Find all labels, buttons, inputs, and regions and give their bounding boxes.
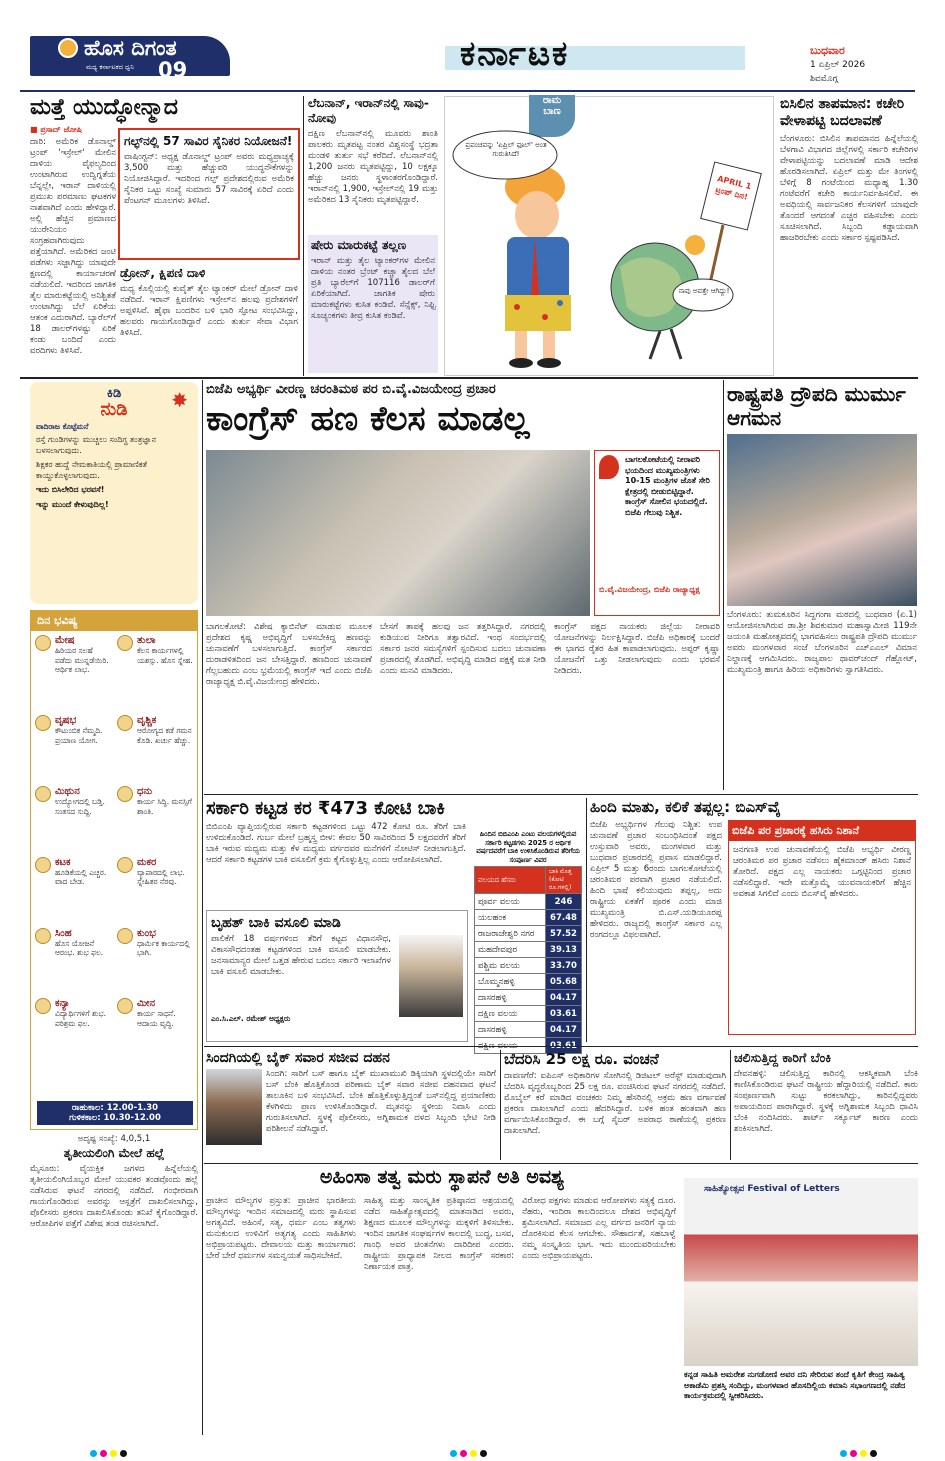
cartoon-drawing — [445, 97, 775, 377]
zodiac-content — [55, 786, 111, 816]
nudi-title: ನುಡಿ — [100, 399, 128, 420]
zodiac-content — [55, 715, 111, 745]
col-header: ಬಾಕಿ ಮೊತ್ತ (ಕೋಟಿ ರೂ.ಗಳಲ್ಲಿ) — [546, 867, 582, 894]
zodiac-name: ಧನು — [137, 786, 153, 797]
badge-line1: ರಾಮ — [542, 95, 562, 106]
zodiac-text: ಆರೋಗ್ಯದ ಕಡೆ ಗಮನ ಕೊಡಿ. ಖರ್ಚು ಹೆಚ್ಚು. — [137, 726, 192, 745]
cartoon — [444, 96, 774, 376]
divider — [730, 1050, 731, 1160]
kidi-nudi — [30, 382, 198, 604]
bjp-box-body: ಜನಗಣತಿ ಉಪ ಚುನಾವಣೆಯಲ್ಲಿ ಬಿಜೆಪಿ ಅಭ್ಯರ್ಥಿ ವೀರಣ್ಣ ಚರಂತಿಮಠ ಪರ ಪ್ರಚಾರ ನಡೆಸಲು ಹೈಕಮಾಂಡ್ ಹಸಿರು ನಿಶಾನೆ ತೋರಿದೆ. ಪಕ್ಷದ ಎಲ್ಲ ನಾಯಕರು ಒಗ್ಗಟ್ಟಿನಿಂದ ಪ್ರಚಾರ ನಡೆಸಲಿದ್ದಾರೆ. ಇದೇ ಮತ್ತೊಮ್ಮೆ ಯುವನಾಯಕರಿಗೆ ಹೆಚ್ಚಿನ ಅವಕಾಶ ಸಿಗಲಿದೆ ಎಂದು ಬಿಎಸ್‌ವೈ ಹೇಳಿದರು. — [733, 845, 911, 899]
zone-cell: ಮಹದೇವಪುರ — [475, 942, 546, 958]
badge-line2: ಬಾಣ — [543, 106, 561, 117]
headline: ಮತ್ತೆ ಯುದ್ಧೋನ್ಮಾದ — [30, 95, 178, 120]
rahu-box — [37, 1101, 193, 1125]
award-caption: ಕನ್ನಡ ಸಾಹಿತಿ ಅಮರೇಶ ನುಗಡೋಣಿ ಅವರ ದನಿ ಸೇರಿರುವ ತಂದೆ ಕೃತಿಗೆ ಕೇಂದ್ರ ಸಾಹಿತ್ಯ ಅಕಾಡೆಮಿ ಪ್ರಶಸ್ತಿ ಸಂದಿದ್ದು, ಮಂಗಳವಾರ ಹೊಸದಿಲ್ಲಿಯ ಕಮಾನಿ ಸಭಾಂಗಣದಲ್ಲಿ ನಡೆದ ಕಾರ್ಯಕ್ರಮದಲ್ಲಿ ಸ್ವೀಕರಿಸಿದರು. — [684, 1370, 906, 1400]
lebanon-story — [308, 96, 438, 376]
zone-cell: ಯಲಹಂಕ — [475, 910, 546, 926]
kidi-line: ಇದು ಬಿಸಿಲೇರಿದ ಭರವಸೆ! — [36, 485, 105, 494]
fraud-headline: ಬೆದರಿಸಿ 25 ಲಕ್ಷ ರೂ. ವಂಚನೆ — [504, 1050, 659, 1068]
rahu-kala: ರಾಹುಕಾಲ: 12.00-1.30 — [71, 1103, 159, 1113]
president-photo — [727, 434, 917, 606]
masthead-rule — [20, 90, 915, 92]
quote-box — [594, 450, 720, 616]
victim-photo — [206, 1069, 262, 1145]
lead-body-3: ಕಾಂಗ್ರೆಸ್ ಪಕ್ಷದ ನಾಯಕರು ಜಿಲ್ಲೆಯ ನೀರಾವರಿ ಯೋಜನೆಗಳನ್ನು ನಿರ್ಲಕ್ಷಿಸಿದ್ದಾರೆ. ಬಿಜೆಪಿ ಅಧಿಕಾರಕ್ಕೆ ಬಂದರೆ ಈ ಭಾಗದ ರೈತರ ಹಿತ ಕಾಪಾಡಲಾಗುವುದು. ಅಪ್ಪರ್ ಕೃಷ್ಣಾ ಯೋಜನೆಗೆ ಒತ್ತು ನೀಡಲಾಗುವುದು ಎಂದು ಭರವಸೆ ನೀಡಿದರು. — [554, 622, 720, 676]
section-title: ಕರ್ನಾಟಕ — [460, 34, 570, 74]
amount-cell: 03.61 — [546, 1006, 582, 1022]
zodiac-sign — [117, 998, 193, 1063]
table-row — [475, 974, 582, 990]
divider — [20, 377, 918, 379]
bike-story — [206, 1050, 496, 1160]
april-sign: APRIL 1 ಟ್ರಂಪ್ ದಿನ! — [714, 174, 753, 202]
zodiac-text: ವಿದ್ಯಾರ್ಥಿಗಳಿಗೆ ಶುಭ. ಪರಿಶ್ರಮ ಫಲ. — [55, 1009, 106, 1028]
assault-headline: ತೃತೀಯಲಿಂಗಿ ಮೇಲೆ ಹಲ್ಲೆ — [63, 1146, 165, 1160]
zodiac-sign — [117, 928, 193, 993]
spark-icon: ✸ — [171, 388, 188, 412]
zodiac-content — [55, 857, 111, 887]
heat-body: ಬೆಂಗಳೂರು: ಬಿಸಿಲಿನ ತಾಪಮಾನದ ಹಿನ್ನೆಲೆಯಲ್ಲಿ ಬೆಳಗಾವಿ ವಿಭಾಗದ ಜಿಲ್ಲೆಗಳಲ್ಲಿ ಸರ್ಕಾರಿ ಕಚೇರಿಗಳ ವೇಳಾಪಟ್ಟಿಯನ್ನು ಬದಲಾವಣೆ ಮಾಡಿ ಆದೇಶ ಹೊರಡಿಸಲಾಗಿದೆ. ಏಪ್ರಿಲ್ ಮತ್ತು ಮೇ ತಿಂಗಳಲ್ಲಿ ಬೆಳಿಗ್ಗೆ 8 ಗಂಟೆಯಿಂದ ಮಧ್ಯಾಹ್ನ 1.30 ಗಂಟೆವರೆಗೆ ಕಚೇರಿ ಕಾರ್ಯನಿರ್ವಹಿಸಲಿವೆ. ಈ ಅವಧಿಯಲ್ಲಿ ಸಾರ್ವಜನಿಕರ ಕೆಲಸಗಳಿಗೆ ಯಾವುದೇ ತೊಂದರೆ ಆಗದಂತೆ ಎಚ್ಚರ ವಹಿಸಬೇಕು ಎಂದು ಸೂಚಿಸಲಾಗಿದೆ. ಸಿಬ್ಬಂದಿ ಕಡ್ಡಾಯವಾಗಿ ಹಾಜರಿರಬೇಕು ಎಂದು ಸರ್ಕಾರ ಸ್ಪಷ್ಟಪಡಿಸಿದೆ. — [780, 134, 918, 243]
zodiac-name: ಸಿಂಹ — [55, 927, 72, 939]
zodiac-text: ಉದ್ಯೋಗದಲ್ಲಿ ಬಡ್ತಿ. ಸಂತಸದ ಸುದ್ದಿ. — [55, 797, 105, 816]
horoscope-header: ದಿನ ಭವಿಷ್ಯ — [31, 611, 197, 631]
zodiac-sign — [35, 635, 111, 709]
award-photo-block — [684, 1178, 918, 1438]
fraud-body: ದಾವಣಗೆರೆ: ಐಪಿಎಸ್ ಅಧಿಕಾರಿಗಳ ಸೋಗಿನಲ್ಲಿ ಡಿಜಿಟಲ್ ಅರೆಸ್ಟ್ ಮಾಡುವುದಾಗಿ ಬೆದರಿಸಿ ವೃದ್ಧರೊಬ್ಬರಿಂದ 25 ಲಕ್ಷ ರೂ. ವಂಚಿಸಿರುವ ಘಟನೆ ನಗರದಲ್ಲಿ ನಡೆದಿದೆ. ಮೊಬೈಲ್ ಕರೆ ಮಾಡಿದ ವಂಚಕರು ನಿಮ್ಮ ಹೆಸರಿನಲ್ಲಿ ಅಕ್ರಮ ಹಣ ವರ್ಗಾವಣೆ ಪ್ರಕರಣ ದಾಖಲಾಗಿದೆ ಎಂದು ಹೆದರಿಸಿದ್ದಾರೆ. ಬಳಿಕ ಹಂತ ಹಂತವಾಗಿ ಹಣ ವರ್ಗಾಯಿಸಿಕೊಂಡಿದ್ದಾರೆ. ಈ ಬಗ್ಗೆ ಸೈಬರ್ ಅಪರಾಧ ಠಾಣೆಯಲ್ಲಿ ಪ್ರಕರಣ ದಾಖಲಾಗಿದೆ. — [504, 1071, 726, 1136]
kidi-line: ಶಿಕ್ಷಕರ ಹುದ್ದೆ ನೇಮಕಾತಿಯಲ್ಲಿ ಪ್ರಾಮಾಣಿಕತೆ ಕಾಯ್ದುಕೊಳ್ಳಲಾಗುವುದು. — [36, 460, 148, 480]
zone-cell: ಪೂರ್ವ ವಲಯ — [475, 894, 546, 910]
zone-cell: ಪಶ್ಚಿಮ ವಲಯ — [475, 958, 546, 974]
zodiac-icon — [117, 857, 133, 873]
president-body: ಬೆಂಗಳೂರು: ತುಮಕೂರಿನ ಸಿದ್ದಗಂಗಾ ಮಠದಲ್ಲಿ ಬುಧವಾರ (ಏ.1) ಆಯೋಜಿಸಲಾಗಿರುವ ಡಾ.ಶ್ರೀ ಶಿವಕುಮಾರ ಮಹಾಸ್ವಾಮೀಜಿ 119ನೇ ಜಯಂತಿ ಮಹೋತ್ಸವದಲ್ಲಿ ಭಾಗವಹಿಸಲು ರಾಷ್ಟ್ರಪತಿ ದ್ರೌಪದಿ ಮುರ್ಮು ಅವರು ಮಂಗಳವಾರ ಸಂಜೆ ಬೆಂಗಳೂರಿನ ಎಚ್‌ಎಎಲ್ ವಿಮಾನ ನಿಲ್ದಾಣಕ್ಕೆ ಆಗಮಿಸಿದರು. ರಾಜ್ಯಪಾಲ ಥಾವರ್‌ಚಂದ್ ಗೆಹ್ಲೋಟ್, ಮುಖ್ಯಮಂತ್ರಿ ಹಾಗೂ ಹಿರಿಯ ಅಧಿಕಾರಿಗಳು ಸ್ವಾಗತಿಸಿದರು. — [727, 610, 917, 675]
zodiac-sign — [35, 715, 111, 780]
color-dots — [840, 1442, 900, 1452]
byline-text: ಪ್ರಸಾದ್ ಜೋಷಿ — [40, 125, 82, 134]
zodiac-text: ಧಾರ್ಮಿಕ ಕಾರ್ಯದಲ್ಲಿ ಭಾಗಿ. — [137, 938, 190, 957]
hindi-body: ಬಿಜೆಪಿ ಅಭ್ಯರ್ಥಿಗಳ ಗೆಲುವು ನಿಶ್ಚಿತ: ಉಪ ಚುನಾವಣೆ ಪ್ರಚಾರ ಸಂಬಂಧಿಸಿದಂತೆ ಪಕ್ಷದ ಉಸ್ತುವಾರಿ ಅವರು, ಮಂಗಳವಾರ ಮತ್ತು ಬುಧವಾರ ಪ್ರಚಾರದಲ್ಲಿ ಪ್ರವಾಸ ಮಾಡಲಿದ್ದಾರೆ. ಏಪ್ರಿಲ್ 5 ಮತ್ತು 6ರಂದು ಬಾಗಲಕೋಟೆಯಲ್ಲಿ ಚರಂತಿಮಠ ಪರವಾಗಿ ಪ್ರಚಾರ ನಡೆಯಲಿದೆ. ಹಿಂದಿ ಭಾಷೆ ಕಲಿಯುವುದು ತಪ್ಪಲ್ಲ, ಅದು ರಾಷ್ಟ್ರೀಯ ಏಕತೆಗೆ ಪೂರಕ ಎಂದು ಮಾಜಿ ಮುಖ್ಯಮಂತ್ರಿ ಬಿ.ಎಸ್.ಯಡಿಯೂರಪ್ಪ ಹೇಳಿದರು. ರಾಜ್ಯದಲ್ಲಿ ಕಾಂಗ್ರೆಸ್ ಸರ್ಕಾರ ಎಲ್ಲ ರಂಗದಲ್ಲೂ ವಿಫಲವಾಗಿದೆ. — [590, 820, 722, 940]
zodiac-content — [55, 998, 111, 1028]
table-title: ಹಿಂದಿನ ಬಿಬಿಎಂಪಿ ಎಂಟು ವಲಯಗಳಲ್ಲಿರುವ ಸರ್ಕಾರಿ ಕಟ್ಟಡಗಳು 2025 ರ ಆರ್ಥಿಕ ವರ್ಷದವರೆಗೆ ಬಾಕಿ ಉಳಿಸಿಕೊಂಡಿರುವ ತೆರಿಗೆಯ ಸಂಪೂರ್ಣ ವಿವರ — [476, 830, 580, 864]
kidi-title: ಕಿಡಿ — [106, 386, 122, 401]
fraud-story — [504, 1050, 726, 1160]
president-story — [727, 382, 917, 792]
horoscope — [30, 610, 198, 1130]
dues-table — [474, 866, 582, 1054]
divider — [204, 1046, 918, 1047]
byline: ■ ಪ್ರಸಾದ್ ಜೋಷಿ — [30, 125, 82, 134]
zodiac-icon — [35, 928, 51, 944]
city: ಶಿವಮೊಗ್ಗ — [810, 74, 838, 84]
drone-headline: ಡ್ರೋನ್, ಕ್ಷಿಪಣಿ ದಾಳಿ — [120, 266, 206, 280]
assault-body: ಮೈಸೂರು: ವೈಯಕ್ತಿಕ ಜಗಳದ ಹಿನ್ನೆಲೆಯಲ್ಲಿ ತೃತೀಯಲಿಂಗಿಯೊಬ್ಬರ ಮೇಲೆ ಯುವಕರ ತಂಡವೊಂದು ಹಲ್ಲೆ ನಡೆಸಿರುವ ಘಟನೆ ನಗರದಲ್ಲಿ ನಡೆದಿದೆ. ಗಂಭೀರವಾಗಿ ಗಾಯಗೊಂಡಿರುವ ಅವರನ್ನು ಆಸ್ಪತ್ರೆಗೆ ದಾಖಲಿಸಲಾಗಿದ್ದು, ಪೊಲೀಸರು ಪ್ರಕರಣ ದಾಖಲಿಸಿಕೊಂಡು ತನಿಖೆ ಕೈಗೊಂಡಿದ್ದಾರೆ. ಆರೋಪಿಗಳ ಪತ್ತೆಗೆ ವಿಶೇಷ ತಂಡ ರಚಿಸಲಾಗಿದೆ. — [30, 1164, 198, 1229]
divider — [204, 794, 918, 795]
zone-cell: ರಾಜರಾಜೇಶ್ವರಿ ನಗರ — [475, 926, 546, 942]
col-header: ವಲಯದ ಹೆಸರು — [475, 867, 546, 894]
quote-mark-icon — [599, 455, 619, 479]
zodiac-name: ಮಕರ — [137, 856, 157, 868]
zodiac-text: ಕಾರ್ಯ ಸಾಧನೆ. ಆದಾಯ ವೃದ್ಧಿ. — [137, 1009, 176, 1028]
kidi-byline: ವಾದಿರಾಜ ಕೊಟ್ಟೆಮನೆ — [36, 422, 89, 431]
drone-body: ಮಧ್ಯ ಕೊಲ್ಲಿಯಲ್ಲಿ ಕುವೈತ್ ತೈಲ ಟ್ಯಾಂಕರ್ ಮೇಲೆ ಡ್ರೋನ್ ದಾಳಿ ನಡೆದಿದೆ. ಇರಾನ್ ಕ್ಷಿಪಣಿಗಳು ಇಸ್ರೇಲ್‌ನ ಹಲವು ಪ್ರದೇಶಗಳಿಗೆ ಅಪ್ಪಳಿಸಿವೆ. ಹೈಫಾ ಬಂದರಿನ ಬಳಿ ಭಾರಿ ಸ್ಫೋಟ ಸಂಭವಿಸಿದ್ದು, ಹಲವರು ಗಾಯಗೊಂಡಿದ್ದಾರೆ ಎಂದು ತುರ್ತು ಸೇವಾ ವಿಭಾಗ ತಿಳಿಸಿದೆ. — [120, 284, 298, 338]
zodiac-icon — [117, 998, 133, 1014]
market-panel — [308, 235, 438, 373]
table-row — [475, 1006, 582, 1022]
ahimsa-headline: ಅಹಿಂಸಾ ತತ್ವ ಮರು ಸ್ಥಾಪನೆ ಅತಿ ಅವಶ್ಯ — [319, 1166, 565, 1188]
zodiac-name: ತುಲಾ — [137, 635, 156, 646]
zodiac-content — [137, 715, 193, 745]
zodiac-icon — [117, 786, 133, 802]
table-row — [475, 910, 582, 926]
market-body: ಇರಾನ್ ಮತ್ತು ತೈಲ ಟ್ಯಾಂಕರ್‌ಗಳ ಮೇಲಿನ ದಾಳಿಯ ನಂತರ ಬ್ರೆಂಟ್ ಕಚ್ಚಾ ತೈಲದ ಬೆಲೆ ಪ್ರತಿ ಬ್ಯಾರೆಲ್‌ಗೆ 107116 ಡಾಲರ್‌ಗೆ ಏರಿಕೆಯಾಗಿದೆ. ಜಾಗತಿಕ ಷೇರು ಮಾರುಕಟ್ಟೆಗಳು ಕುಸಿತ ಕಂಡಿವೆ. ಸೆನ್ಸೆಕ್ಸ್, ನಿಫ್ಟಿ ಸೂಚ್ಯಂಕಗಳು ತೀವ್ರ ಕುಸಿತ ಕಂಡಿವೆ. — [311, 256, 435, 321]
logo: ಹೊಸ ದಿಗಂತ — [84, 36, 177, 60]
bubble-left: ಪ್ರಪಂಚವನ್ನು 'ಏಪ್ರಿಲ್ ಫೂಲ್' ಅಂತ ಗುರುತಿಸಿದೆ! — [465, 141, 547, 158]
logo-sun-icon — [58, 38, 78, 58]
page-number: 09 — [158, 58, 188, 82]
story-body: ದಾರಿ: ಅಮೆರಿಕ ಡೊನಾಲ್ಡ್ ಟ್ರಂಪ್ 'ಇಸ್ರೇಲ್' ಮೇಲಿನ ದಾಳಿಯ ವೈಫಲ್ಯದಿಂದ ಉಂಟಾಗಿರುವ ಉದ್ವಿಗ್ನತೆಯ ಬೆನ್ನಲ್ಲೇ, ಇರಾನ್ ದಾಳಿಯಲ್ಲಿ ಪ್ರಮುಖ ಪರಮಾಣು ಘಟಕಗಳ ನಾಶವಾಗಿದೆ ಎಂದು ಹೇಳಿದ್ದಾರೆ. ಅಲ್ಲಿ ಹೆಚ್ಚಿನ ಪ್ರಮಾಣದ ಯುರೇನಿಯಂ ಸಂಗ್ರಹವಾಗಿರುವುದು ಪತ್ತೆಯಾಗಿದೆ. ಅಮೆರಿಕದ ಜಂಟಿ ಪಡೆಗಳು ಸಜ್ಜಾಗಿದ್ದು ಯಾವುದೇ ಕ್ಷಣದಲ್ಲಿ ಕಾರ್ಯಾಚರಣೆ ನಡೆಯಲಿದೆ. ಇದರಿಂದ ಜಾಗತಿಕ ತೈಲ ಮಾರುಕಟ್ಟೆಯಲ್ಲಿ ಅನಿಶ್ಚಿತತೆ ಉಂಟಾಗಿದ್ದು ಬೆಲೆ ಏರಿಕೆಯ ಆತಂಕ ಎದುರಾಗಿದೆ. ಬ್ಯಾರೆಲ್‌ಗೆ 18 ಡಾಲರ್‌ಗಳಷ್ಟು ಏರಿಕೆ ಕಂಡು ಬಂದಿದೆ ಎಂದು ವರದಿಗಳು ತಿಳಿಸಿವೆ. — [30, 137, 116, 356]
zodiac-sign — [35, 928, 111, 993]
quote-author: ಬಿ.ವೈ.ವಿಜಯೇಂದ್ರ, ಬಿಜೆಪಿ ರಾಜ್ಯಾಧ್ಯಕ್ಷ — [599, 585, 700, 594]
bike-headline: ಸಿಂದಗಿಯಲ್ಲಿ ಬೈಕ್ ಸವಾರ ಸಜೀವ ದಹನ — [206, 1050, 390, 1066]
zodiac-name: ಕಟಕ — [55, 856, 71, 868]
zodiac-content — [137, 635, 193, 665]
zodiac-content — [137, 786, 193, 816]
lead-story — [206, 382, 720, 792]
guli-kala: ಗುಳಿಕಕಾಲ: 10.30-12.00 — [69, 1113, 161, 1123]
zodiac-name: ಕನ್ಯಾ — [55, 998, 70, 1010]
zodiac-text: ಕಾರ್ಯ ಸಿದ್ಧಿ. ಮನಸ್ಸಿಗೆ ಶಾಂತಿ. — [137, 797, 192, 816]
divider — [303, 96, 304, 376]
zodiac-text: ವ್ಯಾಪಾರದಲ್ಲಿ ಲಾಭ. ಸ್ನೇಹಿತರ ನೆರವು. — [137, 867, 185, 887]
collect-author: ಎಂ.ಸಿ.ಎಲ್. ರಮೇಶ್ ಅಧ್ಯಕ್ಷರು — [211, 1014, 291, 1023]
official-photo — [399, 935, 463, 1017]
zodiac-grid — [31, 631, 197, 1071]
table-row — [475, 1022, 582, 1038]
zodiac-name: ಮೀನ — [137, 998, 155, 1010]
zodiac-icon — [35, 857, 51, 873]
car-body: ದೇವನಹಳ್ಳಿ: ಚಲಿಸುತ್ತಿದ್ದ ಕಾರಿನಲ್ಲಿ ಆಕಸ್ಮಿಕವಾಗಿ ಬೆಂಕಿ ಕಾಣಿಸಿಕೊಂಡಿರುವ ಘಟನೆ ರಾಷ್ಟ್ರೀಯ ಹೆದ್ದಾರಿಯಲ್ಲಿ ನಡೆದಿದೆ. ಕಾರು ಸಂಪೂರ್ಣವಾಗಿ ಸುಟ್ಟು ಕರಕಲಾಗಿದ್ದು, ಕಾರಿನಲ್ಲಿದ್ದವರು ಅಪಾಯದಿಂದ ಪಾರಾಗಿದ್ದಾರೆ. ಸ್ಥಳಕ್ಕೆ ಅಗ್ನಿಶಾಮಕ ಸಿಬ್ಬಂದಿ ಧಾವಿಸಿ ಬೆಂಕಿ ನಂದಿಸಿದರು. ಶಾರ್ಟ್ ಸರ್ಕ್ಯೂಟ್ ಕಾರಣ ಎಂದು ಶಂಕಿಸಲಾಗಿದೆ. — [734, 1069, 918, 1134]
zodiac-icon — [117, 635, 133, 651]
group-photo — [206, 450, 590, 616]
festival-banner: ಸಾಹಿತ್ಯೋತ್ಸವ Festival of Letters — [704, 1184, 840, 1194]
bjp-box-headline: ಬಿಜೆಪಿ ಪರ ಪ್ರಚಾರಕ್ಕೆ ಹಸಿರು ನಿಶಾನೆ — [729, 821, 915, 841]
divider — [723, 380, 724, 790]
divider — [586, 798, 587, 1042]
zodiac-sign — [117, 786, 193, 851]
color-dots — [450, 1442, 510, 1452]
award-photo — [684, 1178, 918, 1366]
lebanon-body: ದಕ್ಷಿಣ ಲೆಬನಾನ್‌ನಲ್ಲಿ ಮೂವರು ಶಾಂತಿ ಪಾಲಕರು ಮೃತಪಟ್ಟ ನಂತರ ವಿಶ್ವಸಂಸ್ಥೆ ಭದ್ರತಾ ಮಂಡಳಿ ತುರ್ತು ಸಭೆ ಕರೆದಿದೆ. ಲೆಬನಾನ್‌ನಲ್ಲಿ 1,200 ಜನರು ಮೃತಪಟ್ಟಿದ್ದು, 10 ಲಕ್ಷಕ್ಕೂ ಹೆಚ್ಚು ಜನರು ಸ್ಥಳಾಂತರಗೊಂಡಿದ್ದಾರೆ. ಇರಾನ್‌ನಲ್ಲಿ 1,900, ಇಸ್ರೇಲ್‌ನಲ್ಲಿ 19 ಮತ್ತು ಅಮೆರಿಕದ 13 ಸೈನಿಕರು ಮೃತಪಟ್ಟಿದ್ದಾರೆ. — [308, 129, 438, 205]
zodiac-sign — [117, 635, 193, 709]
kidi-line: ಇನ್ನು ಮುಂದೆ ಕೇಳುವುದಿಲ್ಲ! — [36, 499, 109, 509]
masthead — [0, 0, 945, 92]
ahimsa-story — [206, 1166, 678, 1438]
gulf-story — [118, 128, 300, 260]
lead-kicker: ಬಿಜೆಪಿ ಅಭ್ಯರ್ಥಿ ವೀರಣ್ಣ ಚರಂತಿಮಠ ಪರ ಬಿ.ವೈ.ವಿಜಯೇಂದ್ರ ಪ್ರಚಾರ — [206, 382, 496, 397]
bjp-box — [728, 820, 916, 1035]
zone-cell: ದಾಸರಹಳ್ಳಿ — [475, 990, 546, 1006]
zodiac-content — [137, 857, 193, 887]
zodiac-text: ಕೌಟುಂಬಿಕ ನೆಮ್ಮದಿ. ಪ್ರಯಾಣ ಯೋಗ. — [55, 726, 103, 745]
divider — [204, 1163, 918, 1164]
zone-cell: ಬೊಮ್ಮನಹಳ್ಳಿ — [475, 974, 546, 990]
zodiac-icon — [117, 928, 133, 944]
color-dots — [90, 1442, 150, 1452]
amount-cell: 05.68 — [546, 974, 582, 990]
amount-cell: 04.17 — [546, 990, 582, 1006]
divider — [202, 380, 203, 1435]
table-row — [475, 926, 582, 942]
zodiac-icon — [35, 635, 51, 651]
divider — [500, 1050, 501, 1160]
kidi-line: ರಸ್ತೆ ಗುಂಡಿಗಳನ್ನು ಮುಚ್ಚಲು ಸಂದಿಗ್ಧ ತಂತ್ರಜ್ಞಾನ ಬಳಸಲಾಗುವುದು. — [36, 435, 157, 455]
zodiac-sign — [117, 857, 193, 922]
tagline: ಮಧ್ಯ ಕರ್ನಾಟಕದ ಧ್ವನಿ — [86, 63, 134, 71]
tax-headline: ಸರ್ಕಾರಿ ಕಟ್ಟಡ ಕರ ₹473 ಕೋಟಿ ಬಾಕಿ — [206, 798, 445, 819]
collect-headline: ಬೃಹತ್ ಬಾಕಿ ವಸೂಲಿ ಮಾಡಿ — [211, 915, 341, 931]
date: 1 ಏಪ್ರಿಲ್ 2026 — [810, 60, 866, 70]
zodiac-icon — [35, 715, 51, 731]
zone-cell: ದಕ್ಷಿಣ ವಲಯ — [475, 1006, 546, 1022]
zone-cell: ದಾಸರಹಳ್ಳಿ — [475, 1022, 546, 1038]
table-row — [475, 894, 582, 910]
lead-headline: ಕಾಂಗ್ರೆಸ್ ಹಣ ಕೆಲಸ ಮಾಡಲ್ಲ — [206, 399, 530, 439]
drone-story — [118, 264, 300, 374]
heat-headline: ಬಿಸಿಲಿನ ತಾಪಮಾನ: ಕಚೇರಿ ವೇಳಾಪಟ್ಟಿ ಬದಲಾವಣೆ — [780, 96, 905, 129]
quote-text: ಬಾಗಲಕೋಟೆಯಲ್ಲಿ ನೀರಾವರಿ ಭಯದಿಂದ ಮುಖ್ಯಮಂತ್ರಿಗಳು 10-15 ಮಂತ್ರಿಗಳ ಜೊತೆ ಸೇರಿ ಕ್ಷೇತ್ರದಲ್ಲಿ ಬೀಡುಬಿಟ್ಟಿದ್ದಾರೆ. ಕಾಂಗ್ರೆಸ್ ಸೋಲಿನ ಭಯದಲ್ಲಿದೆ. ಬಿಜೆಪಿ ಗೆಲುವು ನಿಶ್ಚಿತ. — [625, 455, 710, 517]
lead-body-2: ಬೇಸಗೆ ತಾಪಕ್ಕೆ ಹಲವು ಜನ ತತ್ತರಿಸಿದ್ದಾರೆ. ನಗರದಲ್ಲಿ ಕುಡಿಯುವ ನೀರಿಗೂ ತತ್ವಾರವಿದೆ. ಇಂಥ ಸಂದರ್ಭದಲ್ಲಿ ಸರ್ಕಾರ ಜನರ ಸಮಸ್ಯೆಗಳಿಗೆ ಸ್ಪಂದಿಸುವ ಬದಲು ಚುನಾವಣಾ ಪ್ರಚಾರದಲ್ಲಿ ತೊಡಗಿದೆ. ಅಭಿವೃದ್ಧಿ ಮಾಡಿದ ಪಕ್ಷಕ್ಕೆ ಮತ ನೀಡಿ ಎಂದು ಮನವಿ ಮಾಡಿದರು. — [380, 622, 546, 676]
zodiac-text: ಹೂಡಿಕೆಯಲ್ಲಿ ಎಚ್ಚರ. ವಾದ ಬೇಡ. — [55, 867, 107, 887]
zodiac-icon — [117, 715, 133, 731]
amount-cell: 67.48 — [546, 910, 582, 926]
zodiac-content — [137, 928, 193, 958]
lead-body-1: ಬಾಗಲಕೋಟೆ: ವಿಶೇಷ ಕ್ಯಾಬಿನೆಟ್ ಮಾಡುವ ಮೂಲಕ ಪ್ರದೇಶದ ಕೃಷ್ಣ ಅಭಿವೃದ್ಧಿಗೆ ಬಳಸಬೇಕಿದ್ದ ಹಣವನ್ನು ಚುನಾವಣೆಗೆ ಬಳಸಲಾಗುತ್ತಿದೆ. ಕಾಂಗ್ರೆಸ್ ಸರ್ಕಾರದ ದುರಾಡಳಿತದಿಂದ ಜನ ಬೇಸತ್ತಿದ್ದಾರೆ. ಹಣದಿಂದ ಚುನಾವಣೆ ಗೆಲ್ಲಬಹುದು ಎಂಬ ಭ್ರಮೆಯಲ್ಲಿ ಕಾಂಗ್ರೆಸ್ ಇದೆ ಎಂದು ಬಿಜೆಪಿ ರಾಜ್ಯಾಧ್ಯಕ್ಷ ಬಿ.ವೈ.ವಿಜಯೇಂದ್ರ ಹೇಳಿದರು. — [206, 622, 372, 687]
zodiac-name: ವೃಶ್ಚಿಕ — [137, 715, 157, 727]
zodiac-name: ವೃಷಭ — [55, 715, 77, 727]
hindi-headline: ಹಿಂದಿ ಮಾತು, ಕಲಿಕೆ ತಪ್ಪಲ್ಲ: ಬಿಎಸ್‌ವೈ — [590, 798, 781, 816]
zodiac-name: ಕುಂಭ — [137, 927, 156, 939]
table-row — [475, 942, 582, 958]
zodiac-sign — [35, 786, 111, 851]
ahimsa-body-1: ಪ್ರಾಚೀನ ಮೌಲ್ಯಗಳ ಪ್ರಸ್ತುತ: ಪ್ರಾಚೀನ ಭಾರತೀಯ ಮೌಲ್ಯಗಳನ್ನು ಇಂದಿನ ಸಮಾಜದಲ್ಲಿ ಮರು ಸ್ಥಾಪಿಸುವ ಅಗತ್ಯವಿದೆ. ಅಹಿಂಸೆ, ಸತ್ಯ, ಧರ್ಮ ಎಂಬ ತತ್ವಗಳು ಮನುಕುಲದ ಉಳಿವಿಗೆ ಅತ್ಯಗತ್ಯ ಎಂದು ಸಾಹಿತಿಗಳು ಅಭಿಪ್ರಾಯಪಟ್ಟರು. ದೇವಾಲಯ ಮತ್ತು ಕಾರ್ಯಾಗಾರ: ಬೇರೆ ಬೇರೆ ಧರ್ಮಗಳ ಸಮನ್ವಯತೆ ಸಾಧಿಸಬೇಕಿದೆ. — [206, 1196, 356, 1261]
collect-box — [206, 910, 468, 1042]
president-headline: ರಾಷ್ಟ್ರಪತಿ ದ್ರೌಪದಿ ಮುರ್ಮು ಆಗಮನ — [727, 382, 906, 430]
zodiac-text: ಹಿರಿಯರ ಸಲಹೆ ಪಡೆದು ಮುನ್ನಡೆಯಿರಿ. ಆರ್ಥಿಕ ಲಾಭ. — [55, 646, 109, 674]
heat-story — [780, 96, 918, 376]
car-story — [734, 1050, 918, 1160]
bike-body: ಸಿಂದಗಿ: ಸಾರಿಗೆ ಬಸ್ ಹಾಗೂ ಬೈಕ್ ಮುಖಾಮುಖಿ ಡಿಕ್ಕಿಯಾಗಿ ಸ್ಥಳದಲ್ಲಿಯೇ ಸಾರಿಗೆ ಬಸ್ ಬೆಂಕಿ ಹೊತ್ತಿಕೊಂಡ ಪರಿಣಾಮ ಬೈಕ್ ಸವಾರ ಸಜೀವ ದಹನವಾದ ಘಟನೆ ತಾಲೂಕಿನ ಬಳಿ ಸಂಭವಿಸಿದೆ. ಬೆಂಕಿ ಹೊತ್ತಿಕೊಳ್ಳುತ್ತಿದ್ದಂತೆ ಬಸ್‌ನಲ್ಲಿದ್ದ ಪ್ರಯಾಣಿಕರು ಕೆಳಗಿಳಿದು ಪ್ರಾಣ ಉಳಿಸಿಕೊಂಡಿದ್ದಾರೆ. ಮೃತನನ್ನು ಸ್ಥಳೀಯ ನಿವಾಸಿ ಎಂದು ಗುರುತಿಸಲಾಗಿದೆ. ಸ್ಥಳಕ್ಕೆ ಪೊಲೀಸರು, ಅಗ್ನಿಶಾಮಕ ದಳದ ಸಿಬ್ಬಂದಿ ಭೇಟಿ ನೀಡಿ ಪರಿಶೀಲನೆ ನಡೆಸಿದ್ದಾರೆ. — [266, 1069, 496, 1134]
zodiac-sign — [117, 715, 193, 780]
gulf-headline: ಗಲ್ಫ್‌ನಲ್ಲಿ 57 ಸಾವಿರ ಸೈನಿಕರ ನಿಯೋಜನೆ! — [124, 134, 293, 148]
amount-cell: 246 — [546, 894, 582, 910]
table-row — [475, 958, 582, 974]
zodiac-sign — [35, 857, 111, 922]
assault-story — [30, 1146, 198, 1436]
zodiac-content — [55, 928, 111, 958]
zodiac-sign — [35, 998, 111, 1063]
zodiac-content — [55, 635, 111, 675]
tax-story — [206, 798, 582, 1043]
amount-cell: 04.17 — [546, 1022, 582, 1038]
ahimsa-body-2: ಸಾಹಿತ್ಯ ಮತ್ತು ಸಾಂಸ್ಕೃತಿಕ ಪ್ರತಿಷ್ಠಾನದ ಆಶ್ರಯದಲ್ಲಿ ನಡೆದ ಸಾಹಿತ್ಯೋತ್ಸವದಲ್ಲಿ ಮಾತನಾಡಿದ ಅವರು, ಶಿಕ್ಷಣದ ಮೂಲಕ ಮೌಲ್ಯಗಳನ್ನು ಮಕ್ಕಳಿಗೆ ತಿಳಿಸಬೇಕು. ಇಂದಿನ ಜಾಗತಿಕ ಸಂಘರ್ಷಗಳ ಕಾಲದಲ್ಲಿ ಬುದ್ಧ, ಬಸವ, ಗಾಂಧಿ ಅವರ ಚಿಂತನೆಗಳು ದಾರಿದೀಪ ಎಂದರು. ರಾಷ್ಟ್ರೀಯ ಪ್ರಾಧ್ಯಾಪಕ ನೀಲದ ಕಾಂಗ್ರೆಸ್ ಸರಕಾರ: ನಿರ್ಣಾಯಕ ಪಾತ್ರ. — [364, 1196, 514, 1272]
car-headline: ಚಲಿಸುತ್ತಿದ್ದ ಕಾರಿಗೆ ಬೆಂಕಿ — [734, 1050, 832, 1065]
zodiac-name: ಮಿಥುನ — [55, 786, 80, 797]
zodiac-name: ಮೇಷ — [55, 635, 75, 646]
zodiac-text: ಹೊಸ ಯೋಜನೆ ಆರಂಭ. ಶುಭ ಫಲ. — [55, 938, 104, 957]
amount-cell: 33.70 — [546, 958, 582, 974]
amount-cell: 39.13 — [546, 942, 582, 958]
market-headline: ಷೇರು ಮಾರುಕಟ್ಟೆ ತಲ್ಲಣ — [311, 238, 407, 252]
dues-table-box — [474, 830, 582, 1054]
zodiac-icon — [35, 998, 51, 1014]
lebanon-headline: ಲೆಬನಾನ್, ಇರಾನ್‌ನಲ್ಲಿ ಸಾವು-ನೋವು — [308, 96, 429, 125]
collect-body: ಪಾಲಿಕೆಗೆ 18 ವರ್ಷಗಳಿಂದ ತೆರಿಗೆ ಕಟ್ಟದ ವಿಧಾನಸೌಧ, ವಿಕಾಸಸೌಧದಂತಹ ಕಟ್ಟಡಗಳಿಂದ ಬಾಕಿ ವಸೂಲಿ ಮಾಡಬೇಕು. ಜನಸಾಮಾನ್ಯರ ಮೇಲೆ ಒತ್ತಡ ಹೇರುವ ಬದಲು ಸರ್ಕಾರಿ ಇಲಾಖೆಗಳ ಬಾಕಿ ವಸೂಲಿ ಮಾಡಬೇಕು. — [211, 934, 391, 977]
day: ಬುಧವಾರ — [810, 44, 845, 57]
zodiac-content — [137, 998, 193, 1028]
hindi-story — [590, 798, 918, 1043]
amount-cell: 57.52 — [546, 926, 582, 942]
zodiac-icon — [35, 786, 51, 802]
lucky-number: ಅದೃಷ್ಟ ಸಂಖ್ಯೆ: 4,0,5,1 — [77, 1134, 151, 1144]
ahimsa-body-3: ವಿರೋಧ ಪಕ್ಷಗಳು ಮಾಡುವ ಆರೋಪಗಳು ಸತ್ಯಕ್ಕೆ ದೂರ. ನೆಹರು, ಇಂದಿರಾ ಕಾಲದಿಂದಲೂ ದೇಶದ ಅಭಿವೃದ್ಧಿಗೆ ಶ್ರಮಿಸಲಾಗಿದೆ. ಸಮಾಜದ ಎಲ್ಲ ವರ್ಗದ ಜನರಿಗೆ ನ್ಯಾಯ ದೊರಕಿಸುವ ಕೆಲಸ ಆಗಬೇಕು. ಸೌಹಾರ್ದತೆ, ಸಹಬಾಳ್ವೆ ನಮ್ಮ ಸಂಸ್ಕೃತಿಯ ಭಾಗ. ಇದು ಮುಂದುವರಿಯಬೇಕು ಎಂದು ಅಭಿಪ್ರಾಯಪಟ್ಟರು. — [522, 1196, 676, 1261]
bubble-right: ನಾವು ಅವತ್ತೇ ಆಗಿದ್ದು! — [678, 287, 730, 295]
tax-body: ಬಿಬಿಎಂಪಿ ವ್ಯಾಪ್ತಿಯಲ್ಲಿರುವ ಸರ್ಕಾರಿ ಕಟ್ಟಡಗಳಿಂದ ಒಟ್ಟು 472 ಕೋಟಿ ರೂ. ತೆರಿಗೆ ಬಾಕಿ ಉಳಿದುಕೊಂಡಿದೆ. ಗುರ್ಬ ಮೇಲೆ ಬ್ರಹ್ಮಸ್ತ್ರ ಬೀಳ: ಕೇವಲ 50 ಸಾವಿರದಿಂದ 5 ಲಕ್ಷದವರೆಗೆ ತೆರಿಗೆ ಬಾಕಿ ಇರುವ ಮಧ್ಯಮ ಮತ್ತು ಕೆಳ ಮಧ್ಯಮ ವರ್ಗದವರ ಮನೆಗಳಿಗೆ ನೋಟಿಸ್ ನೀಡಲಾಗುತ್ತಿದೆ. ಆದರೆ ಸರ್ಕಾರಿ ಕಟ್ಟಡಗಳ ಬಾಕಿ ವಸೂಲಿಗೆ ಕ್ರಮ ಕೈಗೊಳ್ಳುತ್ತಿಲ್ಲ ಎಂದು ಆರೋಪಿಸಲಾಗಿದೆ. — [206, 822, 466, 865]
table-row — [475, 990, 582, 1006]
gulf-body: ವಾಷಿಂಗ್ಟನ್: ಅಧ್ಯಕ್ಷ ಡೊನಾಲ್ಡ್ ಟ್ರಂಪ್ ಅವರು ಮಧ್ಯಪ್ರಾಚ್ಯಕ್ಕೆ 3,500 ಮತ್ತು ಹೆಚ್ಚುವರಿ ಯುದ್ಧನೌಕೆಗಳನ್ನು ನಿಯೋಜಿಸಿದ್ದಾರೆ. ಇದರಿಂದ ಗಲ್ಫ್ ಪ್ರದೇಶದಲ್ಲಿರುವ ಅಮೆರಿಕ ಸೈನಿಕರ ಒಟ್ಟು ಸಂಖ್ಯೆ ಸುಮಾರು 57 ಸಾವಿರಕ್ಕೆ ಏರಿದೆ ಎಂದು ಪೆಂಟಗನ್ ಮೂಲಗಳು ತಿಳಿಸಿವೆ. — [124, 152, 294, 206]
zodiac-text: ಕೆಲಸ ಕಾರ್ಯಗಳಲ್ಲಿ ಯಶಸ್ಸು. ಹೊಸ ಸ್ನೇಹ. — [137, 646, 193, 665]
